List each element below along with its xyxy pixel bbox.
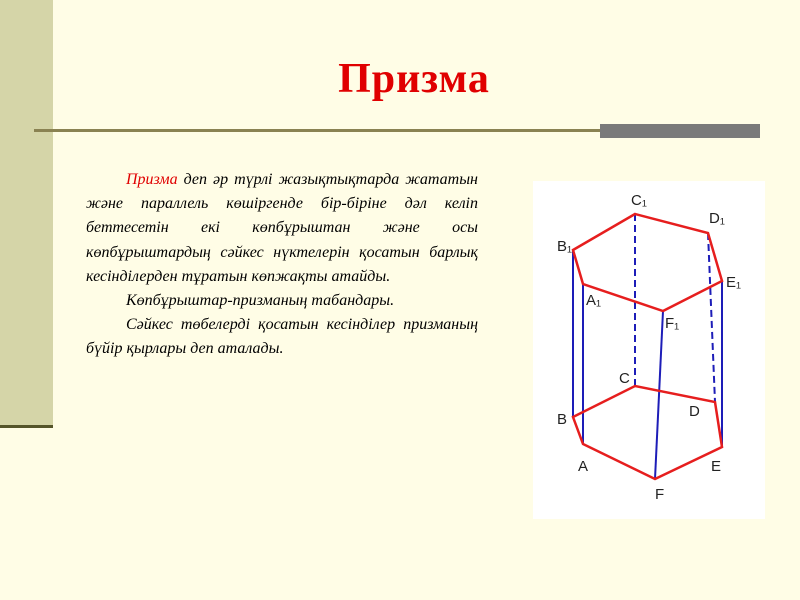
lateral-edge-f [655, 311, 663, 479]
label-d: D [689, 403, 700, 420]
edges-paragraph: Сәйкес төбелерді қосатын кесінділер призманың бүйір қырлары деп аталады. [86, 316, 478, 358]
side-bar-shadow [0, 425, 53, 428]
lateral-edge-d-hidden [708, 233, 715, 402]
slide-title: Призма [338, 56, 490, 102]
label-a: A [578, 458, 589, 475]
label-b1: B₁ [557, 238, 573, 255]
bases-paragraph: Көпбұрыштар-призманың табандары. [126, 292, 395, 310]
definition-body: деп әр түрлі жазықтықтарда жататын және параллель көшіргенде бір-біріне дәл келіп беттесетін екі көпбұрыштан және осы көпбұрыштардың сәйкес нүктелерін қосатын барлық кесінділерден тұратын көпжақты атайды. [86, 171, 478, 285]
label-c: C [619, 370, 630, 387]
prism-diagram [533, 181, 765, 519]
bottom-hexagon [573, 386, 722, 479]
label-e1: E₁ [726, 274, 742, 291]
definition-text [86, 168, 478, 362]
title-divider [34, 129, 602, 132]
divider-block [600, 124, 760, 138]
label-b: B [557, 411, 568, 428]
label-c1: C₁ [631, 192, 647, 209]
definition-paragraph [86, 168, 478, 289]
term-prism: Призма [126, 171, 178, 188]
label-f1: F₁ [665, 315, 680, 332]
label-f: F [655, 486, 665, 503]
label-a1: A₁ [586, 292, 602, 309]
label-d1: D₁ [709, 210, 725, 227]
prism-figure [533, 181, 765, 519]
label-e: E [711, 458, 722, 475]
